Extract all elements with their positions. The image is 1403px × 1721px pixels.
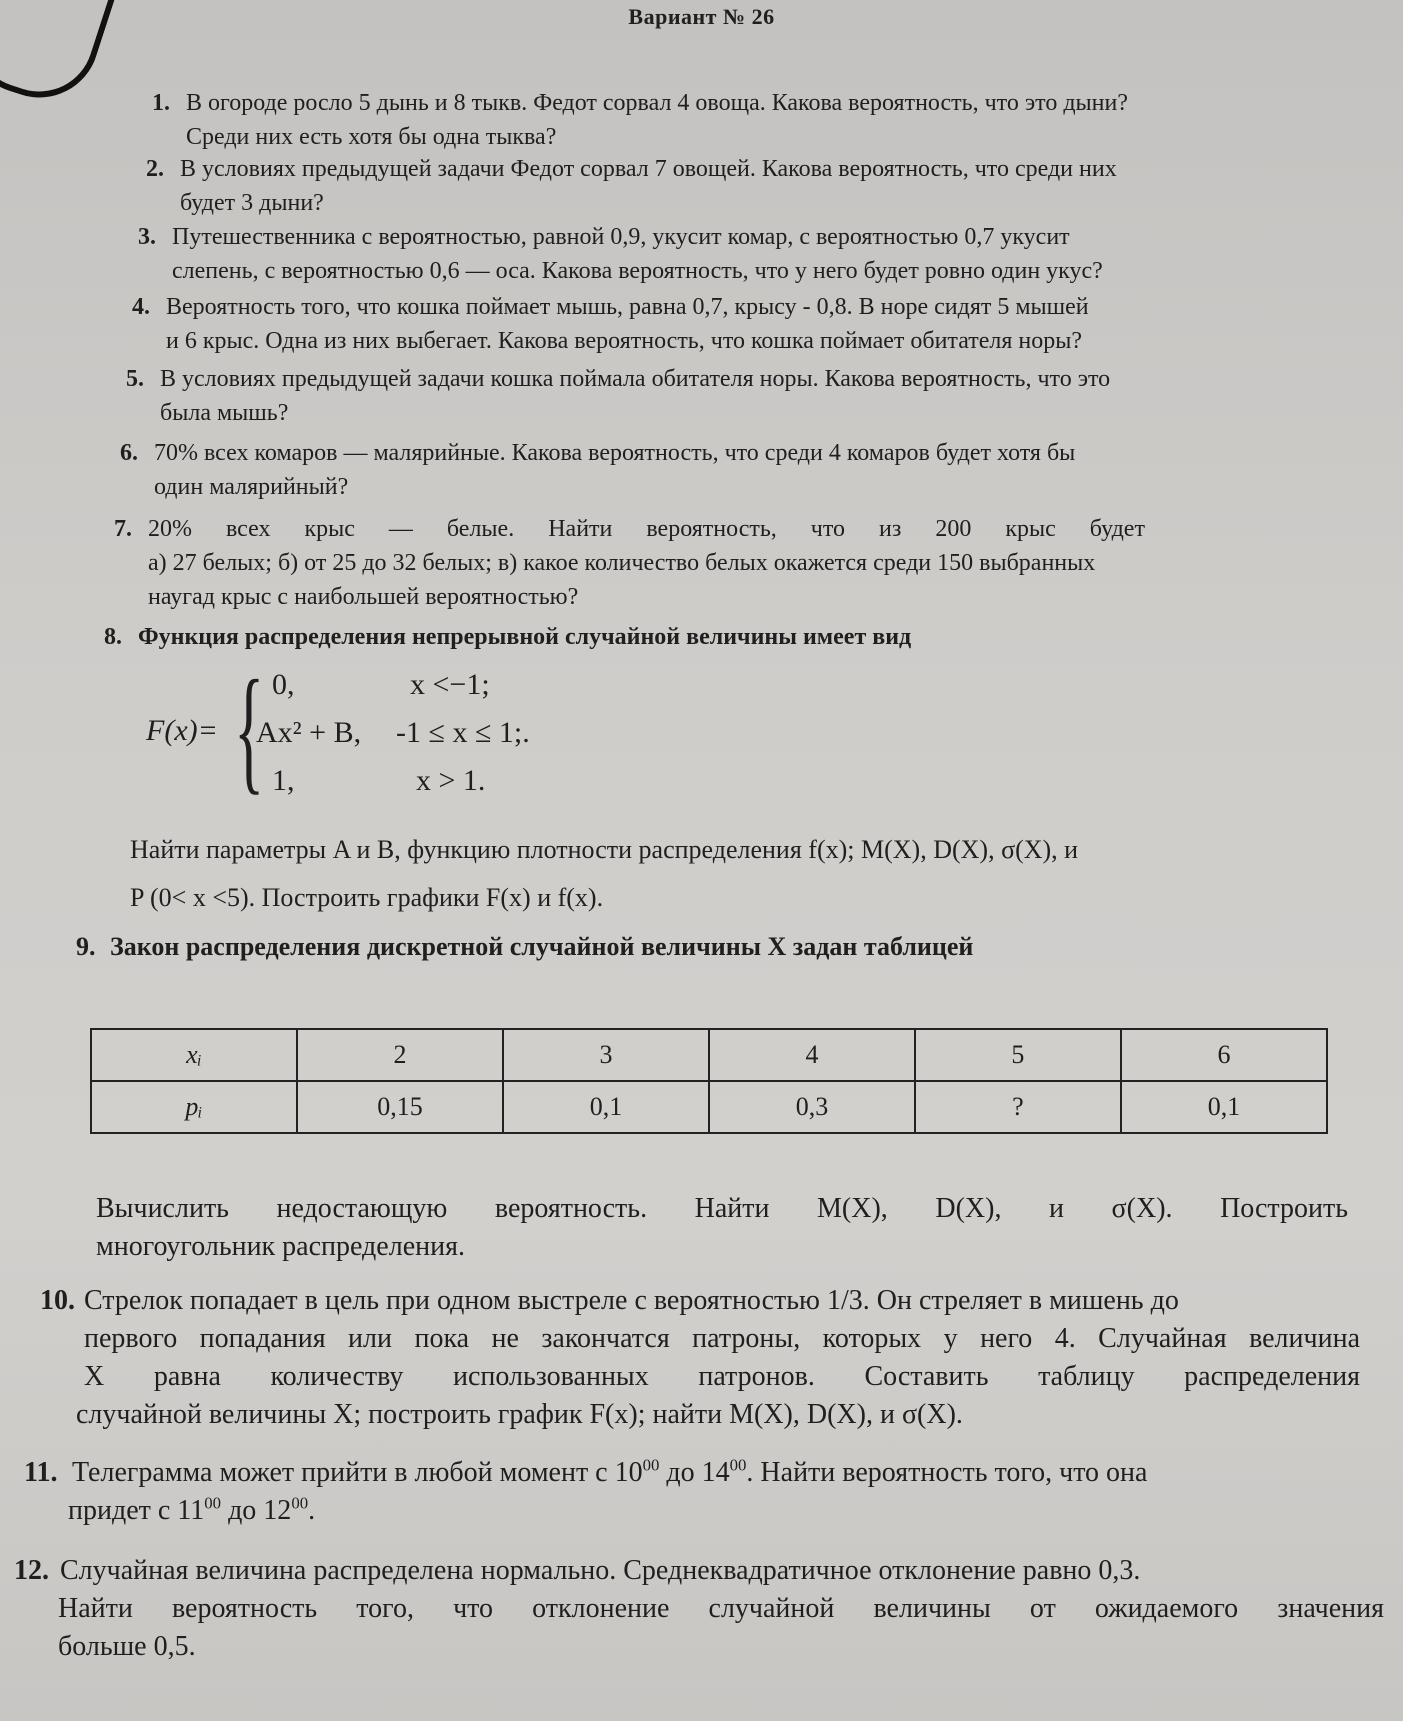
table-cell: ?: [915, 1081, 1121, 1133]
task-text: первого попадания или пока не закончатся патроны, которых у него 4. Случайная величина: [84, 1323, 1360, 1354]
task-7: [114, 512, 1296, 614]
task-4: [132, 290, 1282, 358]
task-number: 1.: [152, 90, 170, 116]
task-text: 20% всех крыс — белые. Найти вероятность, что из 200 крыс будет: [148, 516, 1145, 542]
task-number: 10.: [40, 1285, 75, 1316]
task-text: случайной величины X; построить график F(x); найти M(X), D(X), и σ(X).: [76, 1399, 963, 1430]
task-text: В огороде росло 5 дынь и 8 тыкв. Федот сорвал 4 овоща. Какова вероятность, что это дыни?: [186, 90, 1128, 116]
task-text: P (0< x <5). Построить графики F(x) и f(x).: [130, 883, 604, 912]
table-header-cell: pᵢ: [91, 1081, 297, 1133]
task-text: один малярийный?: [154, 474, 349, 500]
task-text: X равна количеству использованных патронов. Составить таблицу распределения: [84, 1361, 1360, 1392]
task-text: Закон распределения дискретной случайной величины X задан таблицей: [110, 932, 974, 961]
task-text: до 14: [659, 1457, 730, 1488]
case-1-condition: x <−1;: [410, 668, 490, 701]
task-text: . Найти вероятность того, что она: [746, 1457, 1148, 1488]
task-text: В условиях предыдущей задачи кошка поймала обитателя норы. Какова вероятность, что это: [160, 366, 1111, 392]
task-number: 3.: [138, 224, 156, 250]
table-cell: 0,15: [297, 1081, 503, 1133]
task-number: 11.: [24, 1457, 58, 1488]
task-3: [138, 220, 1278, 288]
task-text: Вычислить недостающую вероятность. Найти M(X), D(X), и σ(X). Построить: [96, 1193, 1348, 1224]
task-text: .: [308, 1495, 316, 1526]
distribution-table: [90, 1028, 1328, 1134]
task-number: 8.: [104, 624, 122, 650]
table-cell: 0,1: [1121, 1081, 1327, 1133]
task-text: 70% всех комаров — малярийные. Какова вероятность, что среди 4 комаров будет хотя бы: [154, 440, 1076, 466]
case-3-value: 1,: [272, 764, 295, 797]
task-text: слепень, с вероятностью 0,6 — оса. Какова вероятность, что у него будет ровно один укус?: [172, 258, 1103, 284]
task-11: [24, 1454, 1374, 1530]
superscript: 00: [729, 1455, 747, 1475]
superscript: 00: [642, 1455, 660, 1475]
task-2: [146, 152, 1276, 220]
table-cell: 6: [1121, 1029, 1327, 1081]
task-text: В условиях предыдущей задачи Федот сорвал 7 овощей. Какова вероятность, что среди них: [180, 156, 1117, 182]
task-text: Функция распределения непрерывной случайной величины имеет вид: [138, 624, 912, 650]
task-12: [14, 1552, 1384, 1666]
task-number: 6.: [120, 440, 138, 466]
task-text: Найти параметры A и B, функцию плотности распределения f(x); M(X), D(X), σ(X), и: [130, 835, 1079, 864]
table-cell: 2: [297, 1029, 503, 1081]
case-2-condition: -1 ≤ x ≤ 1;.: [396, 716, 530, 749]
task-text: Случайная величина распределена нормально. Среднеквадратичное отклонение равно 0,3.: [60, 1555, 1141, 1586]
task-text: больше 0,5.: [58, 1631, 196, 1662]
task-text: до 12: [221, 1495, 292, 1526]
table-row-x: [91, 1029, 1327, 1081]
task-text: Найти вероятность того, что отклонение случайной величины от ожидаемого значения: [58, 1593, 1384, 1624]
task-8-heading: [104, 620, 1294, 654]
task-5: [126, 362, 1286, 430]
superscript: 00: [204, 1493, 222, 1513]
task-text: а) 27 белых; б) от 25 до 32 белых; в) какое количество белых окажется среди 150 выбранных: [148, 550, 1096, 576]
task-text: и 6 крыс. Одна из них выбегает. Какова вероятность, что кошка поймает обитателя норы?: [166, 328, 1083, 354]
formula-lhs: F(x)=: [146, 714, 218, 747]
task-text: придет с 11: [68, 1495, 205, 1526]
task-number: 9.: [76, 932, 96, 961]
task-text: Среди них есть хотя бы одна тыква?: [186, 124, 557, 150]
task-9-body: [96, 1190, 1348, 1266]
task-number: 2.: [146, 156, 164, 182]
task-number: 5.: [126, 366, 144, 392]
task-text: Стрелок попадает в цель при одном выстреле с вероятностью 1/3. Он стреляет в мишень до: [84, 1285, 1179, 1316]
task-number: 12.: [14, 1555, 49, 1586]
table-cell: 5: [915, 1029, 1121, 1081]
table-row-p: [91, 1081, 1327, 1133]
table-cell: 0,1: [503, 1081, 709, 1133]
task-text: Вероятность того, что кошка поймает мышь, равна 0,7, крысу - 0,8. В норе сидят 5 мышей: [166, 294, 1089, 320]
formula-brace: {: [234, 652, 265, 807]
task-8-body: [130, 826, 1280, 922]
task-text: многоугольник распределения.: [96, 1231, 465, 1262]
task-text: будет 3 дыни?: [180, 190, 324, 216]
task-number: 4.: [132, 294, 150, 320]
task-text: наугад крыс с наибольшей вероятностью?: [148, 584, 579, 610]
distribution-function-formula: [146, 652, 566, 808]
task-6: [120, 436, 1290, 504]
table-cell: 0,3: [709, 1081, 915, 1133]
task-10: [40, 1282, 1360, 1434]
task-9-heading: [76, 930, 1296, 964]
superscript: 00: [291, 1493, 309, 1513]
task-text: Телеграмма может прийти в любой момент с 10: [72, 1457, 643, 1488]
task-1: [152, 86, 1282, 154]
task-number: 7.: [114, 516, 132, 542]
task-text: была мышь?: [160, 400, 289, 426]
case-2-value: Ax² + B,: [256, 716, 362, 749]
table-cell: 4: [709, 1029, 915, 1081]
table-header-cell: xᵢ: [91, 1029, 297, 1081]
case-1-value: 0,: [272, 668, 295, 701]
task-text: Путешественника с вероятностью, равной 0,9, укусит комар, с вероятностью 0,7 укусит: [172, 224, 1070, 250]
table-cell: 3: [503, 1029, 709, 1081]
page-title: Вариант № 26: [628, 4, 775, 29]
case-3-condition: x > 1.: [416, 764, 486, 797]
